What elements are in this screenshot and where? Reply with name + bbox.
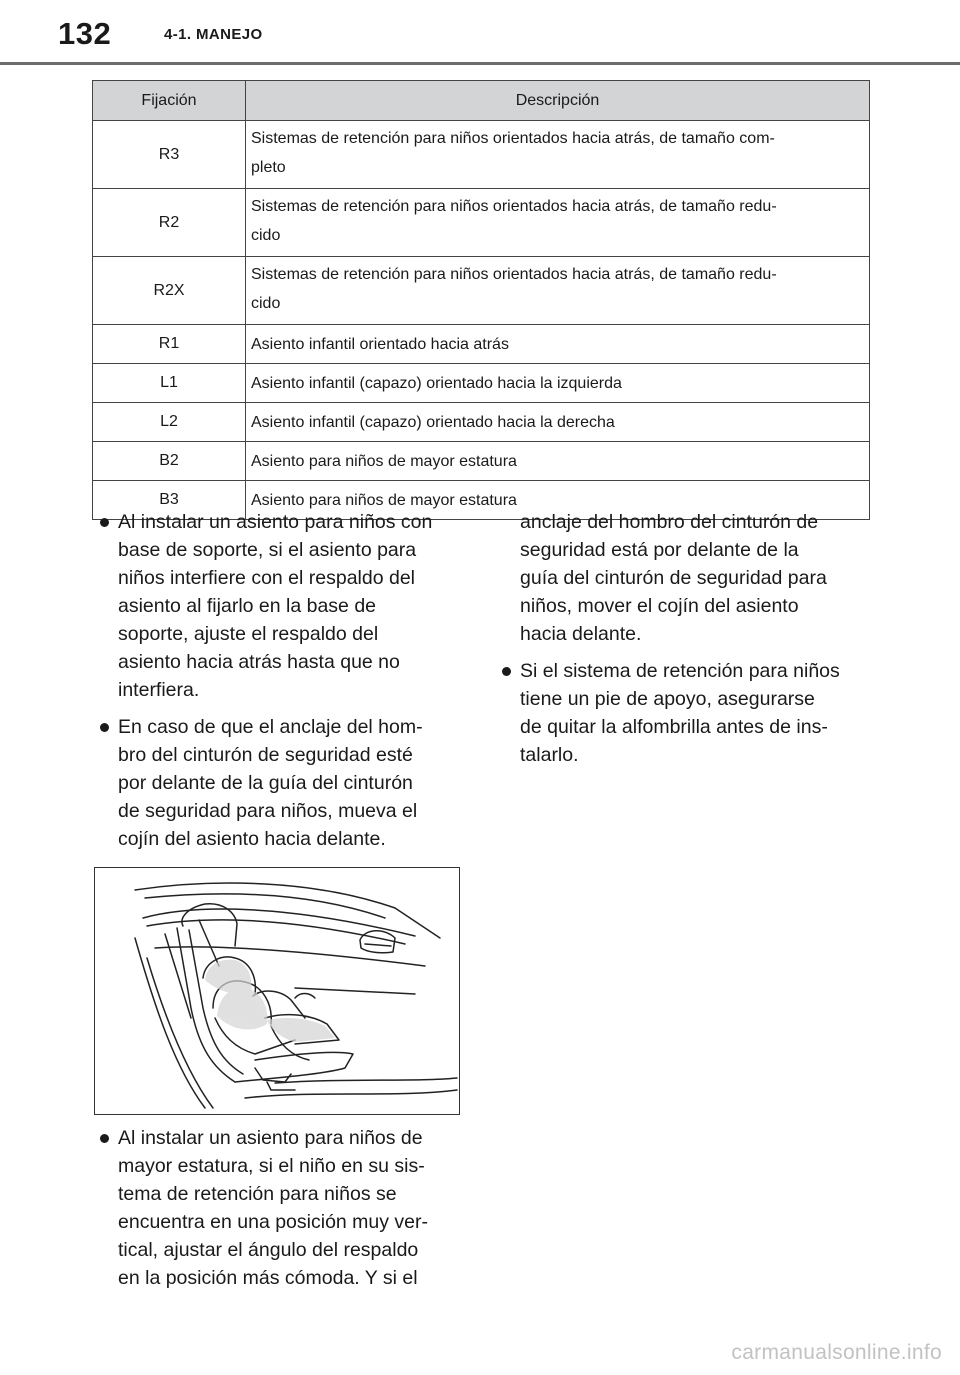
text-line: tiene un pie de apoyo, asegurarse — [520, 688, 815, 710]
child-seat-icon — [95, 868, 458, 1113]
fixation-description: Asiento infantil orientado hacia atrás — [246, 325, 870, 364]
description-line: Sistemas de retención para niños orientados hacia atrás, de tamaño redu- — [251, 198, 777, 215]
description-line: Sistemas de retención para niños orientados hacia atrás, de tamaño com- — [251, 130, 775, 147]
table-row — [93, 442, 870, 481]
text-line: guía del cinturón de seguridad para — [520, 567, 827, 589]
table-header-row — [93, 81, 870, 121]
table-row — [93, 189, 870, 257]
table-row — [93, 325, 870, 364]
fixation-code: R2 — [93, 189, 246, 257]
text-line: asiento hacia atrás hasta que no — [118, 651, 400, 673]
fixation-code: R3 — [93, 121, 246, 189]
fixation-code: B3 — [93, 481, 246, 520]
page-number: 132 — [58, 16, 112, 51]
fixation-description — [246, 257, 870, 325]
bullet-item — [98, 1124, 460, 1292]
fixation-code: L1 — [93, 364, 246, 403]
bullet-item — [98, 713, 460, 853]
fixation-description: Asiento para niños de mayor estatura — [246, 481, 870, 520]
text-line: Al instalar un asiento para niños de — [118, 1127, 423, 1149]
fixation-code: B2 — [93, 442, 246, 481]
text-line: bro del cinturón de seguridad esté — [118, 744, 413, 766]
fixation-description: Asiento infantil (capazo) orientado hacia la izquierda — [246, 364, 870, 403]
section-title: 4-1. MANEJO — [164, 26, 263, 43]
text-line: tical, ajustar el ángulo del respaldo — [118, 1239, 419, 1261]
description-line: Sistemas de retención para niños orientados hacia atrás, de tamaño redu- — [251, 266, 777, 283]
text-line: Si el sistema de retención para niños — [520, 660, 840, 682]
table-row — [93, 121, 870, 189]
text-line: base de soporte, si el asiento para — [118, 539, 417, 561]
fixation-description: Asiento para niños de mayor estatura — [246, 442, 870, 481]
description-line: cido — [251, 227, 281, 244]
description-line: pleto — [251, 159, 286, 176]
fixation-description — [246, 121, 870, 189]
text-line: interfiera. — [118, 679, 200, 701]
header-divider — [0, 62, 960, 65]
child-seat-illustration — [94, 867, 460, 1115]
table-row — [93, 257, 870, 325]
fixation-code: L2 — [93, 403, 246, 442]
text-line: seguridad está por delante de la — [520, 539, 799, 561]
bullet-dot-icon — [100, 723, 109, 732]
continuation-paragraph — [500, 508, 870, 648]
fixation-code: R1 — [93, 325, 246, 364]
text-line: Al instalar un asiento para niños con — [118, 511, 433, 533]
fixation-table — [92, 80, 870, 520]
table-row — [93, 364, 870, 403]
text-line: asiento al fijarlo en la base de — [118, 595, 377, 617]
bullet-item — [500, 657, 870, 769]
text-line: por delante de la guía del cinturón — [118, 772, 413, 794]
text-line: En caso de que el anclaje del hom- — [118, 716, 423, 738]
text-line: niños interfiere con el respaldo del — [118, 567, 416, 589]
bullet-dot-icon — [502, 667, 511, 676]
fixation-description — [246, 189, 870, 257]
text-line: hacia delante. — [520, 623, 642, 645]
text-line: mayor estatura, si el niño en su sis- — [118, 1155, 425, 1177]
text-line: encuentra en una posición muy ver- — [118, 1211, 429, 1233]
left-column — [98, 508, 460, 862]
bullet-dot-icon — [100, 518, 109, 527]
column-header-fixation: Fijación — [93, 81, 246, 121]
text-line: talarlo. — [520, 744, 579, 766]
text-line: cojín del asiento hacia delante. — [118, 828, 386, 850]
page-header — [0, 0, 960, 51]
description-line: cido — [251, 295, 281, 312]
right-column — [500, 508, 870, 778]
text-line: niños, mover el cojín del asiento — [520, 595, 799, 617]
text-line: soporte, ajuste el respaldo del — [118, 623, 379, 645]
fixation-code: R2X — [93, 257, 246, 325]
text-line: anclaje del hombro del cinturón de — [520, 511, 819, 533]
column-header-description: Descripción — [246, 81, 870, 121]
text-line: en la posición más cómoda. Y si el — [118, 1267, 418, 1289]
left-column-bottom — [98, 1124, 460, 1301]
bullet-item — [98, 508, 460, 704]
fixation-description: Asiento infantil (capazo) orientado hacia la derecha — [246, 403, 870, 442]
watermark: carmanualsonline.info — [731, 1341, 942, 1364]
bullet-dot-icon — [100, 1134, 109, 1143]
table-row — [93, 403, 870, 442]
text-line: de quitar la alfombrilla antes de ins- — [520, 716, 828, 738]
text-line: tema de retención para niños se — [118, 1183, 397, 1205]
text-line: de seguridad para niños, mueva el — [118, 800, 418, 822]
